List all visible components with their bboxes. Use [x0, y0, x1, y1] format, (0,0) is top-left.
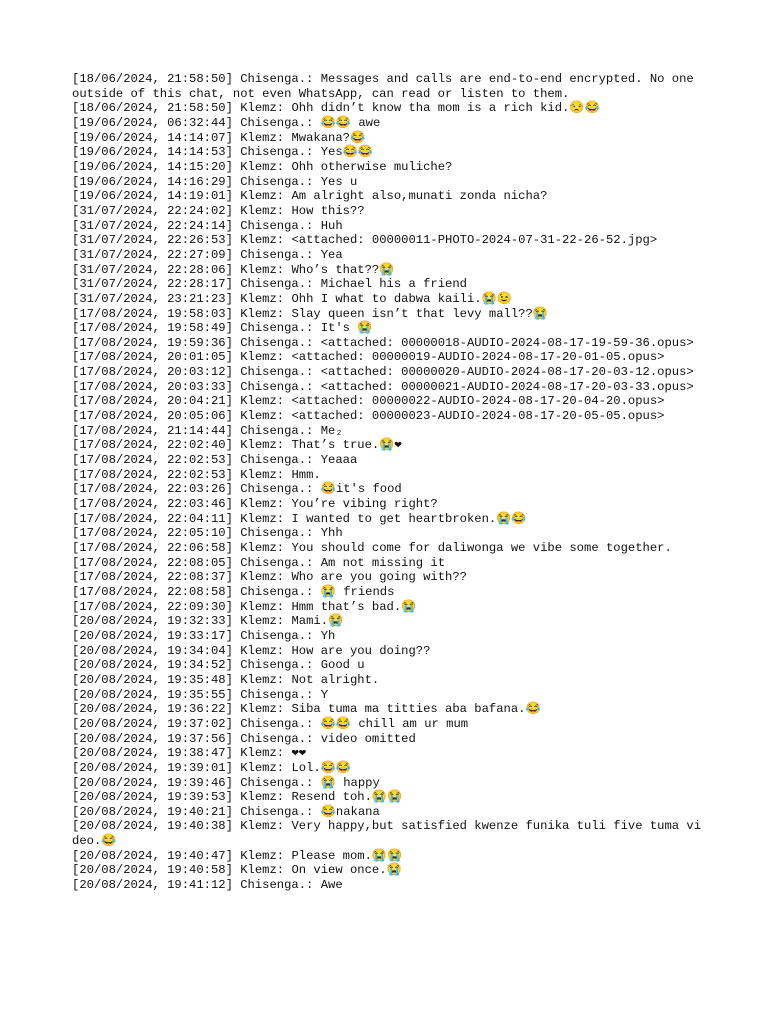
- message-sender: Chisenga.:: [240, 584, 314, 599]
- message-sender: Klemz:: [240, 350, 285, 365]
- message-timestamp: [20/08/2024, 19:34:52]: [72, 658, 233, 673]
- chat-line: [72, 614, 702, 629]
- chat-line: [72, 805, 702, 820]
- message-text: <attached: 00000023-AUDIO-2024-08-17-20-05-05.opus>: [291, 409, 665, 424]
- message-sender: Klemz:: [240, 570, 285, 585]
- message-sender: Klemz:: [240, 790, 285, 805]
- message-text: How are you doing??: [291, 643, 431, 658]
- chat-line: [72, 248, 702, 263]
- message-timestamp: [17/08/2024, 22:02:53]: [72, 453, 233, 468]
- document-page: [72, 72, 702, 893]
- chat-line: [72, 570, 702, 585]
- message-text: <attached: 00000018-AUDIO-2024-08-17-19-59-36.opus>: [320, 335, 694, 350]
- message-sender: Klemz:: [240, 702, 285, 717]
- message-text: Mwakana?😂: [291, 130, 366, 145]
- message-sender: Klemz:: [240, 760, 285, 775]
- chat-line: [72, 600, 702, 615]
- message-timestamp: [20/08/2024, 19:39:53]: [72, 790, 233, 805]
- chat-line: [72, 658, 702, 673]
- message-sender: Chisenga.:: [240, 423, 314, 438]
- message-text: Who’s that??😭: [291, 262, 395, 277]
- chat-line: [72, 409, 702, 424]
- chat-line: [72, 394, 702, 409]
- message-timestamp: [20/08/2024, 19:40:47]: [72, 848, 233, 863]
- chat-line: [72, 746, 702, 761]
- message-text: Slay queen isn’t that levy mall??😭: [291, 306, 548, 321]
- message-text: Yes u: [320, 174, 358, 189]
- message-timestamp: [17/08/2024, 19:59:36]: [72, 335, 233, 350]
- message-text: <attached: 00000020-AUDIO-2024-08-17-20-03-12.opus>: [320, 365, 694, 380]
- message-text: 😭 happy: [320, 775, 380, 790]
- message-text: How this??: [291, 203, 365, 218]
- chat-line: [72, 277, 702, 292]
- message-sender: Klemz:: [240, 511, 285, 526]
- chat-line: [72, 101, 702, 116]
- message-timestamp: [19/06/2024, 14:16:29]: [72, 174, 233, 189]
- message-timestamp: [17/08/2024, 22:02:53]: [72, 467, 233, 482]
- message-sender: Chisenga.:: [240, 72, 314, 86]
- message-sender: Klemz:: [240, 159, 285, 174]
- chat-line: [72, 292, 702, 307]
- message-sender: Klemz:: [240, 863, 285, 878]
- message-sender: Chisenga.:: [240, 775, 314, 790]
- message-text: <attached: 00000011-PHOTO-2024-07-31-22-26-52.jpg>: [291, 233, 658, 248]
- message-text: You’re vibing right?: [291, 497, 438, 512]
- message-sender: Klemz:: [240, 306, 285, 321]
- message-sender: Klemz:: [240, 262, 285, 277]
- message-timestamp: [31/07/2024, 22:24:02]: [72, 203, 233, 218]
- chat-line: [72, 819, 702, 848]
- message-timestamp: [19/06/2024, 06:32:44]: [72, 115, 233, 130]
- message-timestamp: [17/08/2024, 20:03:33]: [72, 379, 233, 394]
- chat-line: [72, 863, 702, 878]
- message-text: Siba tuma ma titties aba bafana.😂: [291, 702, 541, 717]
- message-text: Yh: [320, 628, 336, 643]
- message-sender: Klemz:: [240, 233, 285, 248]
- message-sender: Klemz:: [240, 394, 285, 409]
- message-sender: Klemz:: [240, 409, 285, 424]
- chat-line: [72, 453, 702, 468]
- message-text: 😂😂 awe: [320, 115, 381, 130]
- chat-line: [72, 145, 702, 160]
- chat-line: [72, 541, 702, 556]
- message-sender: Chisenga.:: [240, 174, 314, 189]
- chat-line: [72, 585, 702, 600]
- message-timestamp: [20/08/2024, 19:32:33]: [72, 614, 233, 629]
- message-timestamp: [20/08/2024, 19:35:55]: [72, 687, 233, 702]
- message-text: Hmm.: [291, 467, 321, 482]
- message-timestamp: [17/08/2024, 22:05:10]: [72, 526, 233, 541]
- message-timestamp: [20/08/2024, 19:34:04]: [72, 643, 233, 658]
- message-sender: Klemz:: [240, 497, 285, 512]
- chat-line: [72, 307, 702, 322]
- message-timestamp: [20/08/2024, 19:41:12]: [72, 878, 233, 893]
- message-text: Y: [320, 687, 329, 702]
- chat-line: [72, 790, 702, 805]
- message-sender: Klemz:: [240, 819, 285, 834]
- chat-line: [72, 160, 702, 175]
- message-text: 😂it's food: [320, 482, 402, 497]
- message-sender: Klemz:: [240, 746, 285, 761]
- chat-line: [72, 717, 702, 732]
- message-timestamp: [20/08/2024, 19:40:38]: [72, 819, 233, 834]
- message-sender: Chisenga.:: [240, 115, 314, 130]
- message-sender: Chisenga.:: [240, 365, 314, 380]
- chat-line: [72, 438, 702, 453]
- message-text: Very happy,but satisfied kwenze funika tuli five tuma video.😂: [72, 819, 702, 849]
- message-sender: Chisenga.:: [240, 482, 314, 497]
- message-text: Ohh otherwise muliche?: [291, 159, 453, 174]
- chat-line: [72, 365, 702, 380]
- message-text: Am alright also,munati zonda nicha?: [291, 189, 548, 204]
- chat-line: [72, 72, 702, 101]
- message-sender: Chisenga.:: [240, 687, 314, 702]
- chat-line: [72, 336, 702, 351]
- message-sender: Chisenga.:: [240, 453, 314, 468]
- message-timestamp: [17/08/2024, 20:05:06]: [72, 409, 233, 424]
- chat-line: [72, 629, 702, 644]
- message-timestamp: [20/08/2024, 19:37:56]: [72, 731, 233, 746]
- message-text: Am not missing it: [320, 555, 446, 570]
- message-text: That’s true.😭❤: [291, 438, 402, 453]
- message-timestamp: [19/06/2024, 14:14:07]: [72, 130, 233, 145]
- message-text: Yhh: [320, 526, 343, 541]
- message-text: Yes😂😂: [320, 145, 373, 160]
- message-sender: Klemz:: [240, 614, 285, 629]
- message-timestamp: [17/08/2024, 22:04:11]: [72, 511, 233, 526]
- message-timestamp: [17/08/2024, 21:14:44]: [72, 423, 233, 438]
- message-text: I wanted to get heartbroken.😭😂: [291, 511, 527, 526]
- message-timestamp: [18/06/2024, 21:58:50]: [72, 101, 233, 116]
- message-timestamp: [17/08/2024, 22:02:40]: [72, 438, 233, 453]
- message-sender: Chisenga.:: [240, 526, 314, 541]
- message-text: You should come for daliwonga we vibe some together.: [291, 541, 672, 555]
- message-timestamp: [31/07/2024, 22:26:53]: [72, 233, 233, 248]
- message-text: Resend toh.😭😭: [291, 790, 403, 805]
- message-text: Good u: [320, 658, 365, 673]
- message-timestamp: [20/08/2024, 19:35:48]: [72, 672, 233, 687]
- chat-line: [72, 424, 702, 439]
- message-sender: Klemz:: [240, 130, 285, 145]
- message-sender: Chisenga.:: [240, 247, 314, 262]
- chat-line: [72, 189, 702, 204]
- message-sender: Klemz:: [240, 643, 285, 658]
- message-sender: Klemz:: [240, 101, 285, 116]
- message-text: ❤❤: [291, 746, 307, 761]
- message-text: <attached: 00000021-AUDIO-2024-08-17-20-03-33.opus>: [320, 379, 694, 394]
- message-text: Awe: [320, 878, 343, 893]
- message-timestamp: [20/08/2024, 19:36:22]: [72, 702, 233, 717]
- chat-line: [72, 204, 702, 219]
- message-sender: Chisenga.:: [240, 277, 314, 292]
- message-sender: Chisenga.:: [240, 628, 314, 643]
- chat-line: [72, 526, 702, 541]
- message-timestamp: [17/08/2024, 20:03:12]: [72, 365, 233, 380]
- message-timestamp: [19/06/2024, 14:15:20]: [72, 159, 233, 174]
- chat-line: [72, 468, 702, 483]
- chat-line: [72, 482, 702, 497]
- message-text: Yeaaa: [320, 453, 358, 468]
- message-text: 😭 friends: [320, 584, 395, 599]
- chat-line: [72, 702, 702, 717]
- message-sender: Chisenga.:: [240, 878, 314, 893]
- message-text: Not alright.: [291, 672, 380, 687]
- message-sender: Klemz:: [240, 541, 285, 555]
- message-text: <attached: 00000019-AUDIO-2024-08-17-20-01-05.opus>: [291, 350, 665, 365]
- message-timestamp: [17/08/2024, 22:08:05]: [72, 555, 233, 570]
- message-timestamp: [31/07/2024, 22:28:06]: [72, 262, 233, 277]
- message-text: Yea: [320, 247, 343, 262]
- message-sender: Klemz:: [240, 672, 285, 687]
- message-timestamp: [17/08/2024, 22:06:58]: [72, 541, 233, 555]
- message-timestamp: [31/07/2024, 22:27:09]: [72, 247, 233, 262]
- chat-line: [72, 644, 702, 659]
- message-timestamp: [17/08/2024, 22:03:46]: [72, 497, 233, 512]
- chat-line: [72, 350, 702, 365]
- chat-line: [72, 761, 702, 776]
- message-timestamp: [20/08/2024, 19:39:01]: [72, 760, 233, 775]
- message-text: It's 😭: [320, 321, 373, 336]
- message-text: <attached: 00000022-AUDIO-2024-08-17-20-04-20.opus>: [291, 394, 665, 409]
- message-sender: Chisenga.:: [240, 218, 314, 233]
- message-timestamp: [31/07/2024, 22:24:14]: [72, 218, 233, 233]
- message-sender: Klemz:: [240, 599, 285, 614]
- message-sender: Klemz:: [240, 438, 285, 453]
- message-text: Ohh I what to dabwa kaili.😭😉: [291, 291, 512, 306]
- message-timestamp: [31/07/2024, 22:28:17]: [72, 277, 233, 292]
- message-text: Hmm that’s bad.😭: [291, 599, 417, 614]
- message-sender: Chisenga.:: [240, 731, 314, 746]
- message-timestamp: [19/06/2024, 14:14:53]: [72, 145, 233, 160]
- message-text: Who are you going with??: [291, 570, 467, 585]
- chat-line: [72, 219, 702, 234]
- message-text: video omitted: [320, 731, 416, 746]
- chat-line: [72, 380, 702, 395]
- message-text: 😂nakana: [320, 804, 380, 819]
- message-timestamp: [17/08/2024, 22:08:58]: [72, 584, 233, 599]
- message-text: Huh: [320, 218, 343, 233]
- message-timestamp: [20/08/2024, 19:37:02]: [72, 716, 233, 731]
- chat-line: [72, 116, 702, 131]
- message-timestamp: [20/08/2024, 19:39:46]: [72, 775, 233, 790]
- message-sender: Chisenga.:: [240, 804, 314, 819]
- message-sender: Klemz:: [240, 848, 285, 863]
- message-timestamp: [20/08/2024, 19:38:47]: [72, 746, 233, 761]
- chat-line: [72, 233, 702, 248]
- message-timestamp: [20/08/2024, 19:40:21]: [72, 804, 233, 819]
- message-timestamp: [17/08/2024, 22:03:26]: [72, 482, 233, 497]
- message-sender: Chisenga.:: [240, 145, 314, 160]
- chat-line: [72, 878, 702, 893]
- chat-line: [72, 849, 702, 864]
- message-text: On view once.😭: [291, 863, 402, 878]
- message-text: Messages and calls are end-to-end encrypted. No one outside of this chat, not even WhatsApp, can read or listen to them.: [72, 72, 702, 101]
- message-timestamp: [17/08/2024, 20:01:05]: [72, 350, 233, 365]
- chat-line: [72, 321, 702, 336]
- chat-line: [72, 263, 702, 278]
- chat-line: [72, 131, 702, 146]
- chat-line: [72, 776, 702, 791]
- message-text: Michael his a friend: [320, 277, 467, 292]
- message-sender: Chisenga.:: [240, 555, 314, 570]
- chat-line: [72, 512, 702, 527]
- message-timestamp: [17/08/2024, 22:09:30]: [72, 599, 233, 614]
- chat-line: [72, 688, 702, 703]
- message-sender: Chisenga.:: [240, 379, 314, 394]
- message-timestamp: [17/08/2024, 22:08:37]: [72, 570, 233, 585]
- message-timestamp: [20/08/2024, 19:40:58]: [72, 863, 233, 878]
- message-timestamp: [17/08/2024, 20:04:21]: [72, 394, 233, 409]
- chat-line: [72, 732, 702, 747]
- message-sender: Chisenga.:: [240, 321, 314, 336]
- message-sender: Klemz:: [240, 467, 285, 482]
- message-timestamp: [17/08/2024, 19:58:03]: [72, 306, 233, 321]
- message-sender: Chisenga.:: [240, 716, 314, 731]
- message-text: Me₂: [320, 423, 343, 438]
- chat-log: [72, 72, 702, 893]
- chat-line: [72, 175, 702, 190]
- message-text: Ohh didn’t know tha mom is a rich kid.😒😂: [291, 101, 600, 116]
- message-text: 😂😂 chill am ur mum: [320, 716, 469, 731]
- message-sender: Chisenga.:: [240, 335, 314, 350]
- message-timestamp: [31/07/2024, 23:21:23]: [72, 291, 233, 306]
- message-sender: Klemz:: [240, 203, 285, 218]
- message-sender: Chisenga.:: [240, 658, 314, 673]
- message-timestamp: [20/08/2024, 19:33:17]: [72, 628, 233, 643]
- message-sender: Klemz:: [240, 291, 285, 306]
- message-text: Please mom.😭😭: [291, 848, 403, 863]
- message-timestamp: [17/08/2024, 19:58:49]: [72, 321, 233, 336]
- message-timestamp: [19/06/2024, 14:19:01]: [72, 189, 233, 204]
- chat-line: [72, 556, 702, 571]
- message-text: Mami.😭: [291, 614, 344, 629]
- chat-line: [72, 673, 702, 688]
- message-text: Lol.😂😂: [291, 760, 352, 775]
- chat-line: [72, 497, 702, 512]
- message-timestamp: [18/06/2024, 21:58:50]: [72, 72, 233, 86]
- message-sender: Klemz:: [240, 189, 285, 204]
